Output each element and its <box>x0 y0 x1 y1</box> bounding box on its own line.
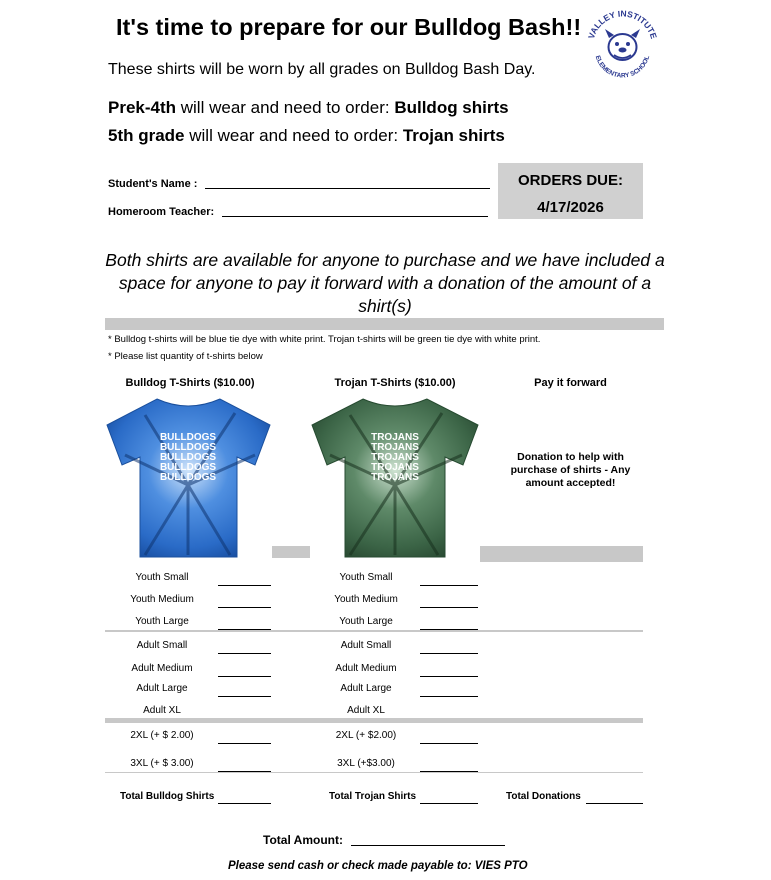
payable-note: Please send cash or check made payable to: VIES PTO <box>228 860 528 872</box>
grade-line-prek <box>108 98 509 118</box>
size-label: Adult Large <box>136 683 188 694</box>
shirt-print-text: TROJANS <box>371 472 419 483</box>
trojan-column-header: Trojan T-Shirts ($10.00) <box>334 377 456 389</box>
total-donations-field[interactable] <box>586 803 643 804</box>
section-divider <box>105 318 664 330</box>
school-logo <box>585 10 660 82</box>
orders-due-label: ORDERS DUE: <box>517 172 623 189</box>
total-amount-label: Total Amount: <box>263 833 343 847</box>
gray-spacer-right <box>480 546 643 562</box>
row-divider <box>105 630 643 632</box>
size-label: 2XL (+ $2.00) <box>335 730 397 741</box>
qty-field[interactable] <box>218 607 271 608</box>
qty-field[interactable] <box>218 696 271 697</box>
shirt-print-text: TROJANS <box>371 432 419 443</box>
student-name-label: Student's Name : <box>108 178 198 190</box>
grade-who: 5th grade <box>108 126 185 145</box>
size-label: Youth Small <box>339 572 393 583</box>
size-label: Adult Large <box>340 683 392 694</box>
bulldog-column-header: Bulldog T-Shirts ($10.00) <box>125 377 255 389</box>
shirt-print-text: BULLDOGS <box>159 462 217 473</box>
qty-field[interactable] <box>218 743 271 744</box>
size-label: 3XL (+$3.00) <box>337 758 395 769</box>
qty-field[interactable] <box>420 696 478 697</box>
donation-text: Donation to help with purchase of shirts - Any amount accepted! <box>510 451 631 489</box>
qty-field[interactable] <box>420 676 478 677</box>
note-quantity: * Please list quantity of t-shirts below <box>108 351 263 362</box>
grade-shirt: Trojan shirts <box>402 126 505 145</box>
total-donations-label: Total Donations <box>506 791 581 802</box>
size-label: Adult Medium <box>335 663 397 674</box>
qty-field[interactable] <box>218 653 271 654</box>
shirt-print-text: TROJANS <box>371 442 419 453</box>
size-label: 3XL (+ $ 3.00) <box>130 758 194 769</box>
page-title: It's time to prepare for our Bulldog Bash!! <box>116 14 582 40</box>
size-label: Adult Medium <box>131 663 193 674</box>
page-subtitle: These shirts will be worn by all grades on Bulldog Bash Day. <box>108 61 536 78</box>
bulldog-tshirt-icon <box>105 395 272 558</box>
shirt-print-text: TROJANS <box>371 462 419 473</box>
qty-field[interactable] <box>218 585 271 586</box>
total-amount-field[interactable] <box>351 845 505 846</box>
bulldog-shirt-image <box>105 395 272 558</box>
total-trojan-field[interactable] <box>420 803 478 804</box>
donation-message: Both shirts are available for anyone to purchase and we have included a space for anyone to pay it forward with a donation of the amount of a shirt(s) <box>105 250 665 316</box>
qty-field[interactable] <box>420 653 478 654</box>
note-colors: * Bulldog t-shirts will be blue tie dye with white print. Trojan t-shirts will be green tie dye with white print. <box>108 334 541 345</box>
size-label: Adult XL <box>347 705 385 716</box>
logo-bottom-text: ELEMENTARY SCHOOL <box>593 54 652 80</box>
logo-top-text: VALLEY INSTITUTE <box>586 10 659 40</box>
size-label: Youth Large <box>135 616 189 627</box>
row-divider-thick <box>105 718 643 723</box>
qty-field[interactable] <box>420 585 478 586</box>
total-bulldog-label: Total Bulldog Shirts <box>120 791 215 802</box>
size-label: Youth Small <box>135 572 189 583</box>
gray-spacer <box>272 546 310 558</box>
shirt-print-text: TROJANS <box>371 452 419 463</box>
total-trojan-label: Total Trojan Shirts <box>329 791 417 802</box>
qty-field[interactable] <box>420 743 478 744</box>
qty-field[interactable] <box>420 607 478 608</box>
orders-due-date: 4/17/2026 <box>537 199 604 216</box>
grade-middle: will wear and need to order: <box>176 98 395 117</box>
shirt-print-text: BULLDOGS <box>159 442 217 453</box>
payitforward-column-header: Pay it forward <box>534 377 607 389</box>
size-label: 2XL (+ $ 2.00) <box>130 730 194 741</box>
qty-field[interactable] <box>218 676 271 677</box>
total-bulldog-field[interactable] <box>218 803 271 804</box>
shirt-print-text: BULLDOGS <box>159 452 217 463</box>
size-label: Adult XL <box>143 705 181 716</box>
shirt-print-text: BULLDOGS <box>159 472 217 483</box>
size-label: Adult Small <box>340 640 392 651</box>
grade-shirt: Bulldog shirts <box>394 98 509 117</box>
grade-middle: will wear and need to order: <box>184 126 403 145</box>
row-divider <box>105 772 643 773</box>
grade-line-fifth <box>108 126 505 146</box>
size-label: Youth Medium <box>130 594 194 605</box>
bulldog-logo-icon <box>585 10 660 82</box>
grade-who: Prek-4th <box>108 98 177 117</box>
shirt-print-text: BULLDOGS <box>159 432 217 443</box>
size-label: Youth Large <box>339 616 393 627</box>
teacher-label: Homeroom Teacher: <box>108 206 215 218</box>
size-label: Adult Small <box>136 640 188 651</box>
orders-due-box <box>498 163 643 219</box>
student-name-field[interactable] <box>205 188 490 189</box>
size-label: Youth Medium <box>334 594 398 605</box>
trojan-shirt-image <box>310 395 480 558</box>
teacher-field[interactable] <box>222 216 488 217</box>
trojan-tshirt-icon <box>310 395 480 558</box>
